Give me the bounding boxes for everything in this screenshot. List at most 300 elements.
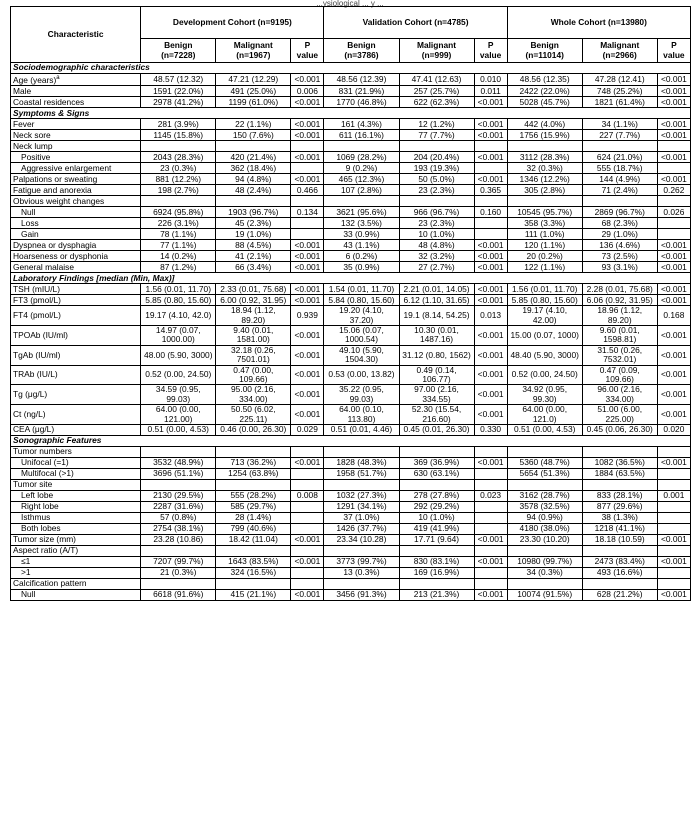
header-characteristic: Characteristic — [11, 7, 141, 63]
table-row — [11, 491, 691, 502]
value-cell: 0.53 (0.00, 13.82) — [324, 365, 399, 385]
value-cell — [324, 196, 399, 207]
value-cell: 150 (7.6%) — [216, 130, 291, 141]
value-cell: 132 (3.5%) — [324, 218, 399, 229]
value-cell: 555 (28.2%) — [216, 491, 291, 502]
header-malignant: Malignant (n=2966) — [582, 39, 657, 63]
p-value-cell: <0.001 — [657, 152, 690, 163]
value-cell: 64.00 (0.00, 121.00) — [141, 405, 216, 425]
row-label: Neck sore — [11, 130, 141, 141]
row-label: >1 — [11, 568, 141, 579]
value-cell: 2.21 (0.01, 14.05) — [399, 284, 474, 295]
value-cell — [582, 141, 657, 152]
value-cell: 0.47 (0.00, 109.66) — [216, 365, 291, 385]
value-cell: 12 (1.2%) — [399, 119, 474, 130]
value-cell — [216, 579, 291, 590]
table-row — [11, 405, 691, 425]
row-label: TPOAb (IU/ml) — [11, 326, 141, 346]
value-cell — [507, 196, 582, 207]
table-row — [11, 74, 691, 86]
value-cell: 78 (1.1%) — [141, 229, 216, 240]
table-row — [11, 502, 691, 513]
value-cell — [399, 579, 474, 590]
p-value-cell — [657, 480, 690, 491]
row-label: Male — [11, 86, 141, 97]
value-cell: 555 (18.7%) — [582, 163, 657, 174]
table-row — [11, 229, 691, 240]
value-cell: 87 (1.2%) — [141, 262, 216, 273]
value-cell — [324, 141, 399, 152]
value-cell: 1218 (41.1%) — [582, 524, 657, 535]
p-value-cell: <0.001 — [657, 251, 690, 262]
value-cell: 0.51 (0.00, 4.53) — [141, 425, 216, 436]
section-title: Laboratory Findings [median (Min, Max)] — [11, 273, 691, 284]
row-label: Unifocal (=1) — [11, 458, 141, 469]
p-value-cell: <0.001 — [657, 119, 690, 130]
value-cell: 18.18 (10.59) — [582, 535, 657, 546]
p-value-cell: <0.001 — [291, 295, 324, 306]
header-row-cohorts — [11, 7, 691, 39]
p-value-cell: <0.001 — [657, 240, 690, 251]
value-cell: 278 (27.8%) — [399, 491, 474, 502]
section-title: Sonographic Features — [11, 436, 691, 447]
value-cell: 20 (0.2%) — [507, 251, 582, 262]
p-value-cell — [657, 513, 690, 524]
row-label: Age (years)$^a$ — [11, 74, 141, 86]
p-value-cell: <0.001 — [474, 152, 507, 163]
section-row — [11, 273, 691, 284]
value-cell: 107 (2.8%) — [324, 185, 399, 196]
value-cell: 1591 (22.0%) — [141, 86, 216, 97]
p-value-cell: <0.001 — [657, 174, 690, 185]
table-row — [11, 480, 691, 491]
row-label: Palpations or sweating — [11, 174, 141, 185]
table-row — [11, 513, 691, 524]
value-cell: 10.30 (0.01, 1487.16) — [399, 326, 474, 346]
p-value-cell — [657, 163, 690, 174]
p-value-cell: <0.001 — [657, 535, 690, 546]
row-label: Left lobe — [11, 491, 141, 502]
p-value-cell: <0.001 — [291, 174, 324, 185]
p-value-cell: <0.001 — [657, 590, 690, 601]
value-cell — [582, 546, 657, 557]
value-cell: 611 (16.1%) — [324, 130, 399, 141]
value-cell: 2978 (41.2%) — [141, 97, 216, 108]
p-value-cell: <0.001 — [657, 326, 690, 346]
value-cell: 830 (83.1%) — [399, 557, 474, 568]
value-cell: 1643 (83.5%) — [216, 557, 291, 568]
value-cell: 5028 (45.7%) — [507, 97, 582, 108]
value-cell — [582, 480, 657, 491]
value-cell — [324, 480, 399, 491]
table-row — [11, 251, 691, 262]
p-value-cell — [291, 229, 324, 240]
value-cell — [507, 579, 582, 590]
value-cell: 1.54 (0.01, 11.70) — [324, 284, 399, 295]
value-cell: 2.28 (0.01, 75.68) — [582, 284, 657, 295]
value-cell: 45 (2.3%) — [216, 218, 291, 229]
value-cell — [216, 141, 291, 152]
value-cell: 34 (1.1%) — [582, 119, 657, 130]
table-row — [11, 365, 691, 385]
value-cell: 831 (21.9%) — [324, 86, 399, 97]
table-row — [11, 196, 691, 207]
p-value-cell: <0.001 — [474, 535, 507, 546]
value-cell: 96.00 (2.16, 334.00) — [582, 385, 657, 405]
value-cell: 1082 (36.5%) — [582, 458, 657, 469]
value-cell: 0.47 (0.09, 109.66) — [582, 365, 657, 385]
row-label: Tumor site — [11, 480, 141, 491]
p-value-cell — [291, 568, 324, 579]
p-value-cell: <0.001 — [474, 130, 507, 141]
section-row — [11, 63, 691, 74]
value-cell: 32.18 (0.26, 7501.01) — [216, 345, 291, 365]
value-cell: 2422 (22.0%) — [507, 86, 582, 97]
value-cell: 31.50 (0.26, 7532.01) — [582, 345, 657, 365]
table-row — [11, 385, 691, 405]
row-label: FT4 (pmol/L) — [11, 306, 141, 326]
value-cell: 2473 (83.4%) — [582, 557, 657, 568]
row-label: Fever — [11, 119, 141, 130]
p-value-cell: <0.001 — [474, 262, 507, 273]
row-label: Gain — [11, 229, 141, 240]
table-row — [11, 295, 691, 306]
p-value-cell: 0.023 — [474, 491, 507, 502]
table-row — [11, 546, 691, 557]
p-value-cell — [291, 163, 324, 174]
p-value-cell: 0.013 — [474, 306, 507, 326]
section-row — [11, 108, 691, 119]
p-value-cell — [657, 196, 690, 207]
value-cell: 624 (21.0%) — [582, 152, 657, 163]
p-value-cell: 0.939 — [291, 306, 324, 326]
p-value-cell: <0.001 — [291, 130, 324, 141]
value-cell: 1426 (37.7%) — [324, 524, 399, 535]
value-cell: 1884 (63.5%) — [582, 469, 657, 480]
p-value-cell — [291, 502, 324, 513]
row-label: TRAb (IU/L) — [11, 365, 141, 385]
p-value-cell — [657, 141, 690, 152]
p-value-cell: <0.001 — [657, 365, 690, 385]
value-cell — [324, 546, 399, 557]
table-row — [11, 568, 691, 579]
p-value-cell — [657, 447, 690, 458]
value-cell: 49.10 (5.90, 1504.30) — [324, 345, 399, 365]
p-value-cell: <0.001 — [291, 365, 324, 385]
p-value-cell — [474, 480, 507, 491]
p-value-cell: <0.001 — [291, 535, 324, 546]
value-cell: 881 (12.2%) — [141, 174, 216, 185]
value-cell: 419 (41.9%) — [399, 524, 474, 535]
p-value-cell: 0.262 — [657, 185, 690, 196]
value-cell — [324, 579, 399, 590]
value-cell: 324 (16.5%) — [216, 568, 291, 579]
value-cell: 4180 (38.0%) — [507, 524, 582, 535]
value-cell: 47.21 (12.29) — [216, 74, 291, 86]
value-cell: 1069 (28.2%) — [324, 152, 399, 163]
value-cell — [399, 546, 474, 557]
p-value-cell — [474, 163, 507, 174]
p-value-cell — [474, 568, 507, 579]
value-cell: 29 (1.0%) — [582, 229, 657, 240]
p-value-cell: <0.001 — [474, 345, 507, 365]
value-cell: 19.17 (4.10, 42.0) — [141, 306, 216, 326]
value-cell: 77 (7.7%) — [399, 130, 474, 141]
row-label: Aggressive enlargement — [11, 163, 141, 174]
p-value-cell: 0.008 — [291, 491, 324, 502]
p-value-cell: 0.020 — [657, 425, 690, 436]
value-cell: 2869 (96.7%) — [582, 207, 657, 218]
table-row — [11, 535, 691, 546]
value-cell: 877 (29.6%) — [582, 502, 657, 513]
p-value-cell: <0.001 — [657, 262, 690, 273]
value-cell: 3112 (28.3%) — [507, 152, 582, 163]
p-value-cell: <0.001 — [474, 326, 507, 346]
table-row — [11, 97, 691, 108]
p-value-cell: <0.001 — [291, 458, 324, 469]
value-cell: 833 (28.1%) — [582, 491, 657, 502]
value-cell: 1756 (15.9%) — [507, 130, 582, 141]
value-cell: 64.00 (0.10, 113.80) — [324, 405, 399, 425]
p-value-cell — [474, 502, 507, 513]
value-cell: 799 (40.6%) — [216, 524, 291, 535]
p-value-cell: <0.001 — [291, 240, 324, 251]
p-value-cell — [474, 141, 507, 152]
value-cell: 281 (3.9%) — [141, 119, 216, 130]
value-cell — [582, 196, 657, 207]
row-label: Fatigue and anorexia — [11, 185, 141, 196]
value-cell — [507, 480, 582, 491]
p-value-cell — [291, 546, 324, 557]
row-label: Null — [11, 590, 141, 601]
p-value-cell: 0.168 — [657, 306, 690, 326]
header-benign: Benign (n=3786) — [324, 39, 399, 63]
table-row — [11, 590, 691, 601]
value-cell: 2043 (28.3%) — [141, 152, 216, 163]
value-cell: 47.28 (12.41) — [582, 74, 657, 86]
value-cell: 37 (1.0%) — [324, 513, 399, 524]
value-cell: 3773 (99.7%) — [324, 557, 399, 568]
value-cell: 198 (2.7%) — [141, 185, 216, 196]
table-row — [11, 262, 691, 273]
row-label: Tumor size (mm) — [11, 535, 141, 546]
row-label: Both lobes — [11, 524, 141, 535]
value-cell: 35 (0.9%) — [324, 262, 399, 273]
value-cell: 15.00 (0.07, 1000) — [507, 326, 582, 346]
p-value-cell: <0.001 — [474, 458, 507, 469]
value-cell: 3578 (32.5%) — [507, 502, 582, 513]
p-value-cell — [657, 524, 690, 535]
value-cell: 3532 (48.9%) — [141, 458, 216, 469]
characteristics-table — [10, 6, 691, 601]
value-cell: 120 (1.1%) — [507, 240, 582, 251]
header-malignant: Malignant (n=1967) — [216, 39, 291, 63]
value-cell: 31.12 (0.80, 1562) — [399, 345, 474, 365]
header-p-value: P value — [291, 39, 324, 63]
header-p-value: P value — [474, 39, 507, 63]
p-value-cell: <0.001 — [291, 590, 324, 601]
row-label: Null — [11, 207, 141, 218]
value-cell: 1254 (63.8%) — [216, 469, 291, 480]
table-row — [11, 469, 691, 480]
value-cell: 420 (21.4%) — [216, 152, 291, 163]
value-cell: 3162 (28.7%) — [507, 491, 582, 502]
value-cell: 5.84 (0.80, 15.60) — [324, 295, 399, 306]
value-cell: 23 (0.3%) — [141, 163, 216, 174]
p-value-cell: 0.010 — [474, 74, 507, 86]
value-cell: 358 (3.3%) — [507, 218, 582, 229]
value-cell: 1958 (51.7%) — [324, 469, 399, 480]
table-row — [11, 557, 691, 568]
value-cell: 1199 (61.0%) — [216, 97, 291, 108]
value-cell: 32 (0.3%) — [507, 163, 582, 174]
value-cell — [216, 546, 291, 557]
p-value-cell: <0.001 — [657, 345, 690, 365]
table-row — [11, 326, 691, 346]
p-value-cell — [291, 447, 324, 458]
value-cell: 17.71 (9.64) — [399, 535, 474, 546]
value-cell: 48.00 (5.90, 3000) — [141, 345, 216, 365]
p-value-cell: <0.001 — [291, 152, 324, 163]
value-cell — [141, 546, 216, 557]
value-cell: 0.46 (0.00, 26.30) — [216, 425, 291, 436]
p-value-cell: <0.001 — [657, 295, 690, 306]
p-value-cell: <0.001 — [657, 86, 690, 97]
table-row — [11, 284, 691, 295]
value-cell: 18.94 (1.12, 89.20) — [216, 306, 291, 326]
value-cell: 1032 (27.3%) — [324, 491, 399, 502]
value-cell: 48.40 (5.90, 3000) — [507, 345, 582, 365]
p-value-cell: <0.001 — [474, 174, 507, 185]
value-cell: 48.56 (12.35) — [507, 74, 582, 86]
p-value-cell: <0.001 — [474, 240, 507, 251]
p-value-cell — [657, 469, 690, 480]
p-value-cell: <0.001 — [291, 262, 324, 273]
value-cell: 415 (21.1%) — [216, 590, 291, 601]
row-label: Loss — [11, 218, 141, 229]
value-cell: 71 (2.4%) — [582, 185, 657, 196]
p-value-cell — [474, 218, 507, 229]
section-row — [11, 436, 691, 447]
value-cell — [507, 141, 582, 152]
value-cell: 292 (29.2%) — [399, 502, 474, 513]
row-label: Tumor numbers — [11, 447, 141, 458]
value-cell: 0.45 (0.06, 26.30) — [582, 425, 657, 436]
table-row — [11, 240, 691, 251]
header-whole-cohort: Whole Cohort (n=13980) — [507, 7, 690, 39]
row-label: Multifocal (>1) — [11, 469, 141, 480]
p-value-cell — [291, 513, 324, 524]
value-cell: 226 (3.1%) — [141, 218, 216, 229]
header-p-value: P value — [657, 39, 690, 63]
row-label: Obvious weight changes — [11, 196, 141, 207]
value-cell — [141, 579, 216, 590]
table-row — [11, 524, 691, 535]
value-cell: 748 (25.2%) — [582, 86, 657, 97]
row-label: TSH (mIU/L) — [11, 284, 141, 295]
value-cell: 57 (0.8%) — [141, 513, 216, 524]
value-cell: 122 (1.1%) — [507, 262, 582, 273]
value-cell: 144 (4.9%) — [582, 174, 657, 185]
header-validation-cohort: Validation Cohort (n=4785) — [324, 7, 507, 39]
value-cell: 10 (1.0%) — [399, 229, 474, 240]
value-cell: 10074 (91.5%) — [507, 590, 582, 601]
table-row — [11, 425, 691, 436]
value-cell: 630 (63.1%) — [399, 469, 474, 480]
p-value-cell — [291, 196, 324, 207]
p-value-cell — [657, 229, 690, 240]
row-label: ≤1 — [11, 557, 141, 568]
value-cell: 50.50 (6.02, 225.11) — [216, 405, 291, 425]
table-row — [11, 174, 691, 185]
p-value-cell: <0.001 — [474, 97, 507, 108]
row-label: Calcification pattern — [11, 579, 141, 590]
p-value-cell: 0.466 — [291, 185, 324, 196]
p-value-cell — [474, 229, 507, 240]
row-label: Positive — [11, 152, 141, 163]
table-row — [11, 207, 691, 218]
value-cell: 1291 (34.1%) — [324, 502, 399, 513]
p-value-cell: <0.001 — [291, 405, 324, 425]
p-value-cell: <0.001 — [291, 251, 324, 262]
value-cell: 213 (21.3%) — [399, 590, 474, 601]
value-cell: 34.59 (0.95, 99.03) — [141, 385, 216, 405]
value-cell — [324, 447, 399, 458]
p-value-cell — [657, 568, 690, 579]
table-row — [11, 345, 691, 365]
value-cell: 15.06 (0.07, 1000.54) — [324, 326, 399, 346]
value-cell — [399, 196, 474, 207]
value-cell: 94 (0.9%) — [507, 513, 582, 524]
p-value-cell: 0.365 — [474, 185, 507, 196]
value-cell: 52.30 (15.54, 216.60) — [399, 405, 474, 425]
p-value-cell: <0.001 — [474, 385, 507, 405]
value-cell: 22 (1.1%) — [216, 119, 291, 130]
p-value-cell: 0.001 — [657, 491, 690, 502]
p-value-cell: <0.001 — [474, 365, 507, 385]
value-cell: 34 (0.3%) — [507, 568, 582, 579]
value-cell: 0.51 (0.01, 4.46) — [324, 425, 399, 436]
p-value-cell: 0.011 — [474, 86, 507, 97]
value-cell: 9.60 (0.01, 1598.81) — [582, 326, 657, 346]
value-cell: 6 (0.2%) — [324, 251, 399, 262]
value-cell — [141, 196, 216, 207]
value-cell: 465 (12.3%) — [324, 174, 399, 185]
table-row — [11, 218, 691, 229]
value-cell: 713 (36.2%) — [216, 458, 291, 469]
value-cell — [399, 480, 474, 491]
value-cell: 93 (3.1%) — [582, 262, 657, 273]
value-cell: 94 (4.8%) — [216, 174, 291, 185]
value-cell: 14.97 (0.07, 1000.00) — [141, 326, 216, 346]
value-cell: 305 (2.8%) — [507, 185, 582, 196]
value-cell — [582, 447, 657, 458]
value-cell: 204 (20.4%) — [399, 152, 474, 163]
p-value-cell: <0.001 — [657, 130, 690, 141]
value-cell: 585 (29.7%) — [216, 502, 291, 513]
p-value-cell — [474, 524, 507, 535]
value-cell: 88 (4.5%) — [216, 240, 291, 251]
value-cell: 161 (4.3%) — [324, 119, 399, 130]
value-cell — [507, 447, 582, 458]
p-value-cell: 0.006 — [291, 86, 324, 97]
value-cell — [141, 480, 216, 491]
value-cell: 41 (2.1%) — [216, 251, 291, 262]
value-cell: 19 (1.0%) — [216, 229, 291, 240]
row-label: FT3 (pmol/L) — [11, 295, 141, 306]
value-cell: 0.49 (0.14, 106.77) — [399, 365, 474, 385]
table-row — [11, 152, 691, 163]
